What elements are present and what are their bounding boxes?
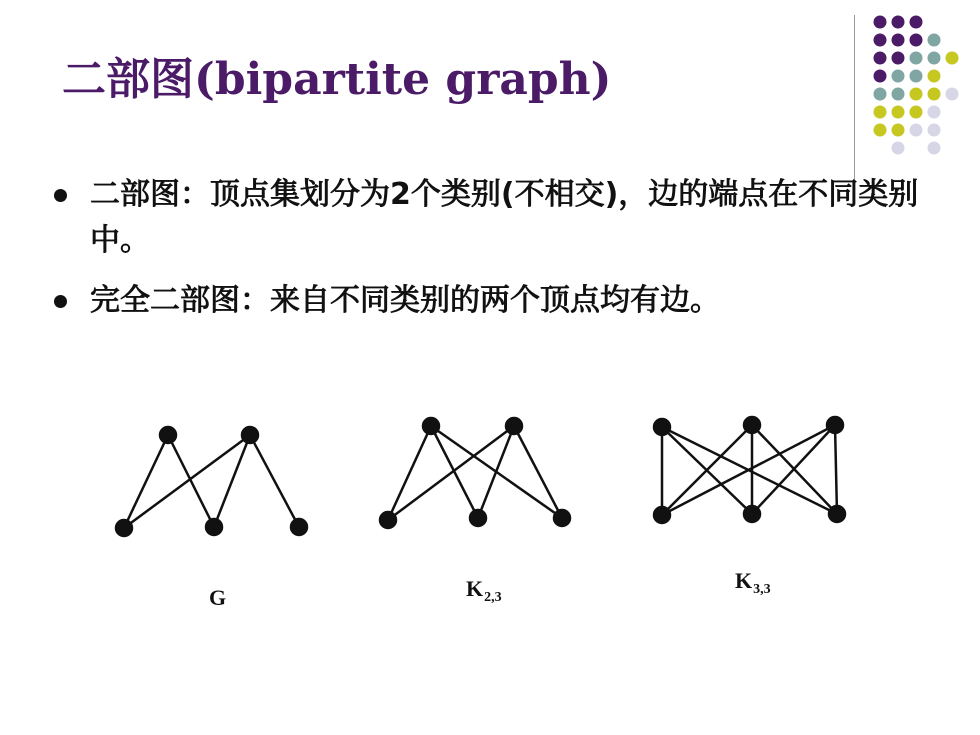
graph-k33-vertex [654,419,670,435]
graph-k33-label-sub: 3,3 [753,582,771,597]
graph-k23-label-sub: 2,3 [484,590,502,605]
graph-g-vertex [206,519,222,535]
graph-g-label-main: G [209,585,227,610]
graph-k33 [654,417,845,523]
graph-k33-vertex [827,417,843,433]
graph-k33-vertex [744,506,760,522]
graph-g-vertex [291,519,307,535]
graph-g-label [209,585,227,615]
graph-k23-vertex [380,512,396,528]
graph-g-edge [250,435,299,527]
graph-g-vertex [160,427,176,443]
bullet-text: 完全二部图：来自不同类别的两个顶点均有边。 [90,283,720,318]
graph-g-vertex [242,427,258,443]
graph-k23-vertex [506,418,522,434]
graph-k23-edge [431,426,478,518]
bullet-text: 二部图：顶点集划分为2个类别(不相交)，边的端点在不同类别中。 [90,177,919,258]
graph-k23-edge [514,426,562,518]
graph-g [116,427,307,536]
graph-k33-vertex [744,417,760,433]
graph-g-edge [168,435,214,527]
graph-k33-vertex [654,507,670,523]
graph-k23-label-main: K [466,576,484,601]
graph-k23-vertex [554,510,570,526]
graph-k23-label [466,576,502,606]
graph-k23-vertex [470,510,486,526]
graph-k33-label-main: K [735,568,753,593]
graph-k33-edge [835,425,837,514]
slide-title: 二部图(bipartite graph) [62,54,612,105]
graph-k23 [380,418,570,528]
graph-g-vertex [116,520,132,536]
graph-k33-label [735,568,771,598]
graph-k33-vertex [829,506,845,522]
graph-k23-vertex [423,418,439,434]
graph-k23-edge [388,426,431,520]
graph-g-edge [124,435,168,528]
